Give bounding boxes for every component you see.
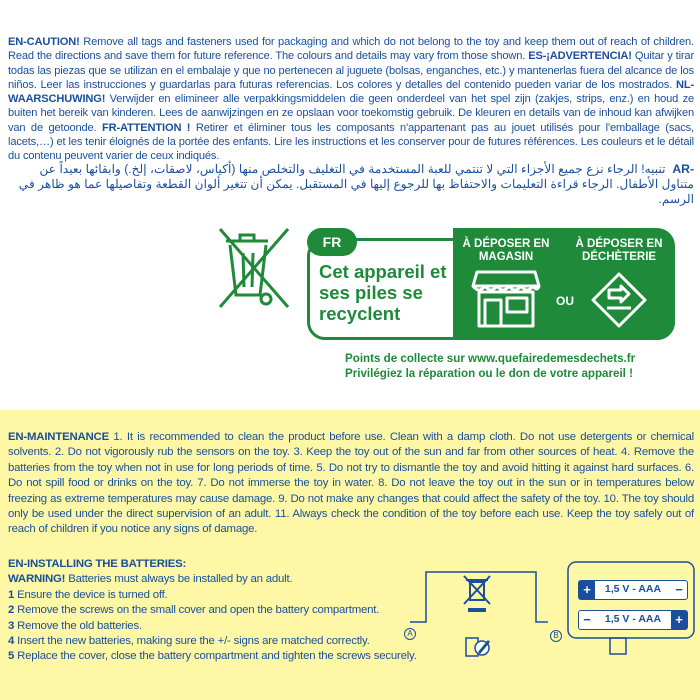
battery-bottom-plus: + — [671, 611, 687, 629]
or-label: OU — [556, 294, 574, 308]
battery-top-label: 1,5 V - AAA — [604, 583, 662, 595]
caution-paragraph — [8, 35, 694, 164]
maintenance-text: 1. It is recommended to clean the product before use. Clean with a damp cloth. Do not use detergents or chemical solvents. 2. Do not vigorously rub the sensors on the toy. 3. Keep the toy out of the sun and far from other sources of heat. 4. Remove the batteries from the toy when not in use for long periods of time. 5. Do not try to dismantle the toy and avoid hitting it against hard surfaces. 6. Do not spill food or drinks on the toy. 7. Do not immerse the toy in water. 8. Do not leave the toy out in the sun or in temperatures below freezing as extreme temperatures may cause damage. 9. Do not make any changes that could affect the safety of the toy. 10. The toy should only be used under the direct supervision of an adult. 11. Always check the condition of the toy before each use. Keep the toy safely out of reach of children if you notice any signs of damage. — [8, 431, 694, 536]
install-step — [8, 603, 398, 618]
install-title: EN-INSTALLING THE BATTERIES: — [8, 558, 187, 570]
repair-line: Privilégiez la réparation ou le don de votre appareil ! — [345, 366, 633, 380]
es-caution-text: Quitar y tirar todas las piezas que se utilizan en el embalaje y que no pertenecen al juguete (bolsas, enganches, etc.) y mantenerlas fuera del alcance de los niños. Leer las instrucciones y guardarlas para futuras referencias. Los colores y detalles del contenido pueden variar de los mostrados. — [8, 50, 694, 91]
crossed-bin-icon — [216, 225, 292, 311]
instructions-section — [0, 410, 700, 700]
battery-bottom-minus: − — [583, 612, 591, 627]
install-steps — [8, 588, 417, 665]
maintenance-label: EN-MAINTENANCE — [8, 431, 109, 443]
install-step — [8, 634, 398, 649]
battery-top — [578, 580, 688, 600]
en-caution-label: EN-CAUTION! — [8, 36, 80, 48]
recycle-center-icon — [587, 268, 651, 330]
step-number: 1 — [8, 588, 15, 601]
recycle-statement: Cet appareil et ses piles se recyclent — [319, 261, 447, 324]
marker-a: A — [404, 628, 416, 640]
step-number: 3 — [8, 619, 15, 632]
shop-drop-label: À DÉPOSER EN MAGASIN — [462, 238, 550, 263]
step-text: Remove the old batteries. — [14, 619, 142, 632]
es-caution-label: ES-¡ADVERTENCIA! — [528, 50, 632, 63]
step-number: 2 — [8, 604, 15, 617]
battery-cover-diagram — [402, 566, 552, 662]
battery-compartment-diagram — [548, 560, 698, 664]
fr-caution-text: Retirer et éliminer tous les composants n'appartenant pas au jouet utilisés pour l'emballage (sacs, lacets,…) et les tenir éloignés de la portée des enfants. Lire les instructions et les conserver pour de futures références. Les couleurs et le détail du contenu peuvent varier de ceux indiqués. — [8, 121, 694, 163]
battery-cover-drawing — [402, 566, 552, 662]
arabic-caution — [8, 162, 694, 207]
fr-tab: FR — [307, 228, 357, 256]
warning-label: WARNING! — [8, 573, 66, 586]
collection-url-line: Points de collecte sur www.quefairedemesdechets.fr — [345, 352, 636, 365]
triman-label — [307, 228, 675, 340]
battery-top-minus: − — [675, 582, 683, 597]
nl-caution-label: NL-WAARSCHUWING! — [8, 78, 694, 106]
step-text: Replace the cover, close the battery compartment and tighten the screws securely. — [14, 650, 417, 663]
install-step — [8, 619, 398, 634]
step-text: Ensure the device is turned off. — [14, 588, 168, 601]
marker-b: B — [550, 630, 562, 642]
step-text: Remove the screws on the small cover and open the battery compartment. — [14, 604, 380, 617]
step-number: 4 — [8, 635, 15, 648]
install-step — [8, 588, 398, 603]
disposal-panel — [453, 228, 675, 340]
battery-bottom-label: 1,5 V - AAA — [604, 613, 662, 625]
maintenance-paragraph — [8, 430, 694, 538]
en-caution-text: Remove all tags and fasteners used for packaging and which do not belong to the toy and keep them out of reach of children. Read the directions and save them for future reference. The colours and details may vary from those shown. — [8, 36, 694, 63]
fr-caution-label: FR-ATTENTION ! — [101, 121, 191, 134]
battery-install-block — [8, 557, 417, 665]
battery-bottom — [578, 610, 688, 630]
install-warning — [8, 572, 398, 587]
step-number: 5 — [8, 650, 15, 663]
nl-caution-text: Verwijder en elimineer alle verpakkingsmiddelen die geen onderdeel van het spel zijn (zakjes, strips, enz.) en houd ze buiten het bereik van kinderen. Lees de aanwijzingen en ze opslaan voor toekomstig gebruik. De kleuren en details van de inhoud kan afwijken van de getoonde. — [8, 93, 694, 134]
collection-info — [345, 352, 685, 381]
ar-caution-text: تنبيه! الرجاء نزع جميع الأجزاء التي لا تنتمي للعبة المستخدمة في التغليف والتخلص منها (أكياس، لاصقات، إلخ.) وابقائها بعيداً عن متناول الأطفال. الرجاء قراءة التعليمات والاحتفاظ بها للرجوع إليها في المستقبل. يمكن أن تتغير ألوان القطعة وتفاصيلها عما هو ظاهر في الرسم. — [18, 162, 694, 206]
shop-icon — [471, 268, 541, 328]
dump-drop-label: À DÉPOSER EN DÉCHÈTERIE — [575, 238, 663, 263]
battery-top-plus: + — [579, 581, 595, 599]
install-step — [8, 649, 417, 664]
ar-caution-label: -AR — [672, 162, 694, 176]
step-text: Insert the new batteries, making sure the +/- signs are matched correctly. — [14, 635, 370, 648]
warning-text: Batteries must always be installed by an adult. — [65, 573, 293, 586]
